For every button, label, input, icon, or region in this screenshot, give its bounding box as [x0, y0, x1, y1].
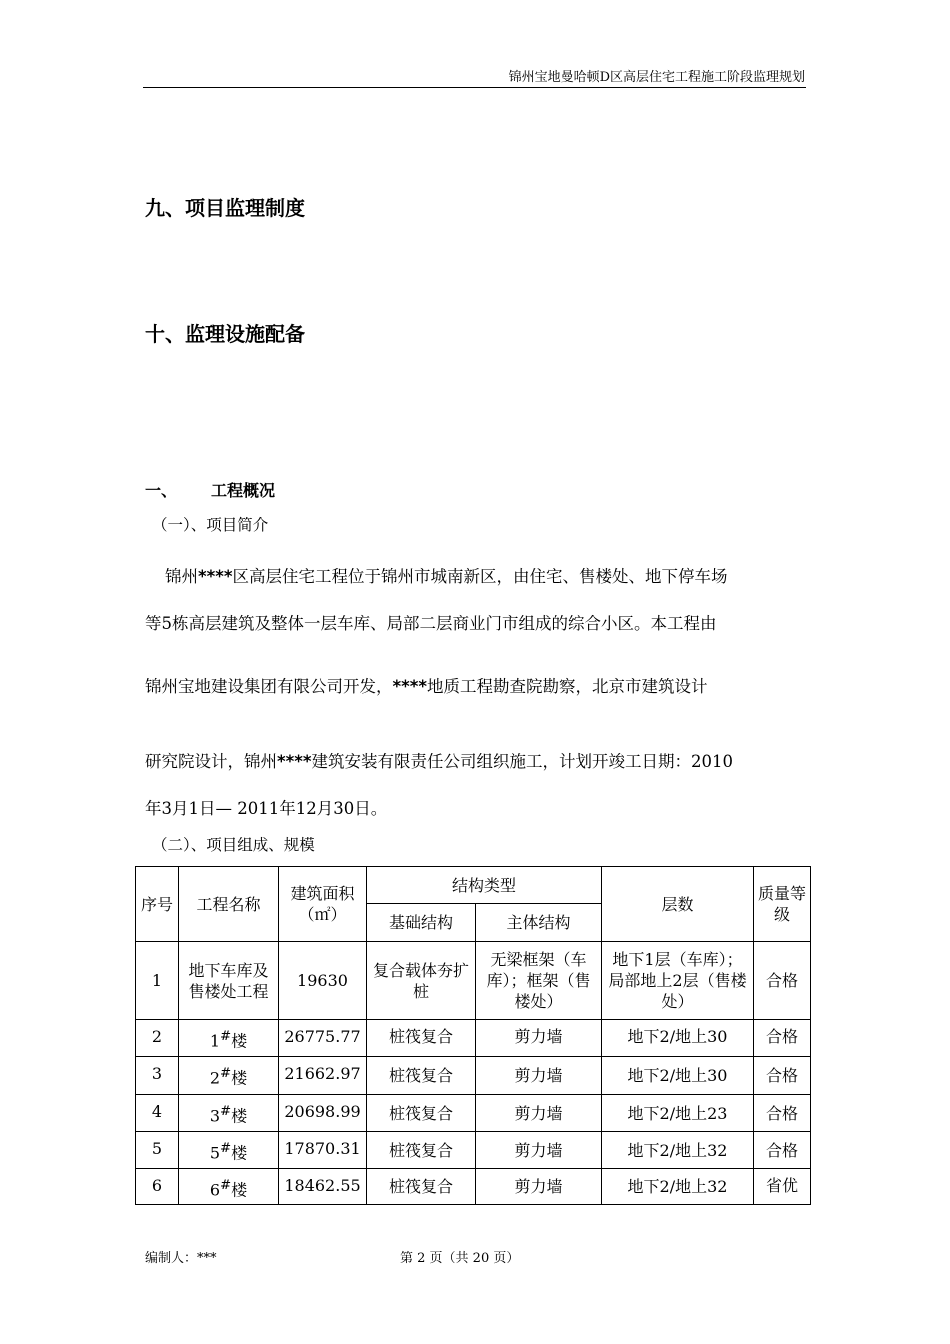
- cell-main: 剪力墙: [476, 1132, 602, 1169]
- building-number: 3: [209, 1106, 220, 1126]
- cell-foundation: 桩筏复合: [367, 1169, 476, 1205]
- header-divider: [143, 87, 806, 88]
- cell-floors: 地下2/地上30: [602, 1057, 754, 1095]
- table-header-row: [136, 867, 811, 904]
- section-title: 工程概况: [211, 481, 276, 500]
- header-area: 建筑面积（㎡）: [279, 867, 367, 942]
- cell-floors: 地下2/地上32: [602, 1132, 754, 1169]
- cell-foundation: 桩筏复合: [367, 1132, 476, 1169]
- intro-line-4: [145, 748, 733, 772]
- table-row: [136, 942, 811, 1020]
- cell-name: [179, 1095, 279, 1132]
- cell-quality: 合格: [754, 1020, 811, 1057]
- cell-quality: 合格: [754, 1057, 811, 1095]
- table-row: [136, 1169, 811, 1205]
- project-composition-table: [135, 866, 811, 1205]
- building-mark: #: [220, 1178, 232, 1193]
- intro-line-2: 等5栋高层建筑及整体一层车库、局部二层商业门市组成的综合小区。本工程由: [145, 614, 717, 633]
- cell-quality: 合格: [754, 1132, 811, 1169]
- cell-foundation: 桩筏复合: [367, 1057, 476, 1095]
- cell-quality: 合格: [754, 942, 811, 1020]
- footer-editor: 编制人：***: [145, 1251, 217, 1266]
- header-floors: 层数: [602, 867, 754, 942]
- cell-foundation: 复合载体夯扩桩: [367, 942, 476, 1020]
- cell-name: [179, 1020, 279, 1057]
- building-suffix: 楼: [231, 1031, 248, 1051]
- table-row: [136, 1132, 811, 1169]
- building-mark: #: [220, 1029, 232, 1044]
- section-heading-9: 九、项目监理制度: [145, 196, 305, 220]
- building-suffix: 楼: [231, 1143, 248, 1163]
- page-header-title: 锦州宝地曼哈顿D区高层住宅工程施工阶段监理规划: [508, 70, 805, 85]
- cell-name: 地下车库及售楼处工程: [179, 942, 279, 1020]
- cell-foundation: 桩筏复合: [367, 1020, 476, 1057]
- cell-seq: 4: [136, 1095, 179, 1132]
- header-quality: 质量等级: [754, 867, 811, 942]
- text-run: 区高层住宅工程位于锦州市城南新区，由住宅、售楼处、地下停车场: [232, 567, 728, 586]
- cell-area: 18462.55: [279, 1169, 367, 1205]
- footer-page-number: 第 2 页（共 20 页）: [400, 1251, 520, 1266]
- cell-main: 剪力墙: [476, 1020, 602, 1057]
- building-suffix: 楼: [231, 1068, 248, 1088]
- masked-text: ****: [198, 567, 233, 586]
- building-number: 6: [209, 1180, 220, 1200]
- building-mark: #: [220, 1066, 232, 1081]
- cell-name: [179, 1132, 279, 1169]
- building-suffix: 楼: [231, 1180, 248, 1200]
- intro-line-5: 年3月1日— 2011年12月30日。: [145, 799, 388, 818]
- cell-area: 17870.31: [279, 1132, 367, 1169]
- header-seq: 序号: [136, 867, 179, 942]
- header-foundation: 基础结构: [367, 904, 476, 942]
- section-number: 一、: [145, 481, 178, 500]
- intro-line-1: [165, 563, 728, 587]
- cell-floors: 地下2/地上30: [602, 1020, 754, 1057]
- intro-line-3: [145, 673, 708, 697]
- cell-floors: 地下1层（车库）；局部地上2层（售楼处）: [602, 942, 754, 1020]
- table-row: [136, 1020, 811, 1057]
- building-number: 1: [209, 1031, 220, 1051]
- cell-area: 19630: [279, 942, 367, 1020]
- section-heading-10: 十、监理设施配备: [145, 322, 305, 346]
- subheading-project-scale: （二）、项目组成、规模: [152, 836, 315, 854]
- cell-floors: 地下2/地上32: [602, 1169, 754, 1205]
- building-suffix: 楼: [231, 1106, 248, 1126]
- cell-quality: 省优: [754, 1169, 811, 1205]
- building-mark: #: [220, 1104, 232, 1119]
- subheading-project-intro: （一）、项目简介: [152, 516, 269, 534]
- cell-seq: 5: [136, 1132, 179, 1169]
- cell-area: 26775.77: [279, 1020, 367, 1057]
- text-run: 研究院设计，锦州: [145, 752, 277, 771]
- cell-seq: 3: [136, 1057, 179, 1095]
- text-run: 地质工程勘查院勘察，北京市建筑设计: [427, 677, 708, 696]
- masked-text: ****: [392, 677, 428, 696]
- header-main: 主体结构: [476, 904, 602, 942]
- building-number: 2: [209, 1068, 220, 1088]
- cell-area: 20698.99: [279, 1095, 367, 1132]
- cell-area: 21662.97: [279, 1057, 367, 1095]
- cell-quality: 合格: [754, 1095, 811, 1132]
- cell-name: [179, 1169, 279, 1205]
- cell-name: [179, 1057, 279, 1095]
- section-heading-1: [145, 478, 275, 501]
- cell-main: 剪力墙: [476, 1057, 602, 1095]
- header-name: 工程名称: [179, 867, 279, 942]
- text-run: 锦州: [165, 567, 198, 586]
- cell-seq: 6: [136, 1169, 179, 1205]
- cell-seq: 1: [136, 942, 179, 1020]
- table-row: [136, 1095, 811, 1132]
- cell-seq: 2: [136, 1020, 179, 1057]
- text-run: 建筑安装有限责任公司组织施工，计划开竣工日期：2010: [311, 752, 734, 771]
- cell-main: 无梁框架（车库）；框架（售楼处）: [476, 942, 602, 1020]
- cell-main: 剪力墙: [476, 1169, 602, 1205]
- masked-text: ****: [277, 752, 312, 771]
- table-row: [136, 1057, 811, 1095]
- text-run: 锦州宝地建设集团有限公司开发，: [145, 677, 393, 696]
- cell-floors: 地下2/地上23: [602, 1095, 754, 1132]
- header-structure: 结构类型: [367, 867, 602, 904]
- building-number: 5: [209, 1143, 220, 1163]
- cell-main: 剪力墙: [476, 1095, 602, 1132]
- building-mark: #: [220, 1141, 232, 1156]
- cell-foundation: 桩筏复合: [367, 1095, 476, 1132]
